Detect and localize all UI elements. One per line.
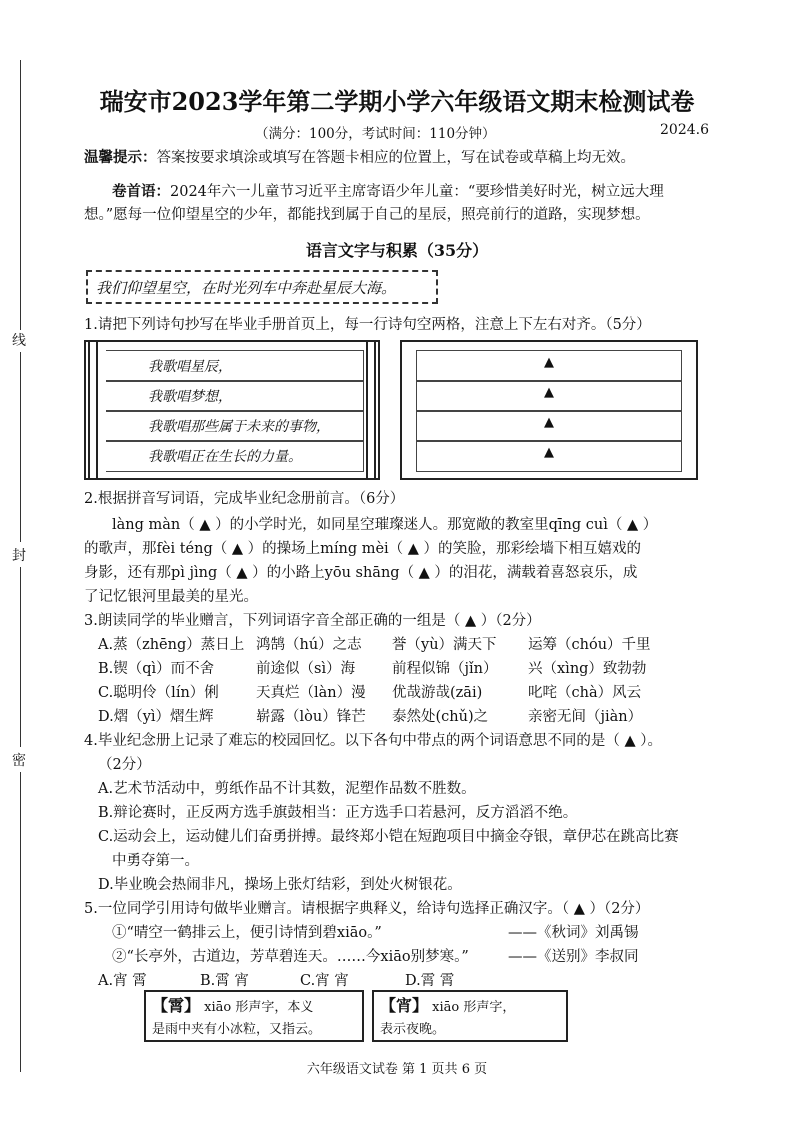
poem-line: 我歌唱正在生长的力量。: [106, 440, 364, 472]
tips-label: 温馨提示：: [84, 149, 157, 166]
q5-option-b: B.霄 宵: [200, 973, 249, 989]
exam-date: 2024.6: [660, 122, 709, 138]
margin-char-feng: 封: [12, 548, 26, 564]
q3-option-b: B.锲（qì）而不舍: [98, 661, 215, 677]
q5-text: 5.一位同学引用诗句做毕业赠言。请根据字典释义，给诗句选择正确汉字。（ ▲ ）（2分）: [84, 901, 650, 917]
q4-option-c: C.运动会上，运动健儿们奋勇拼搏。最终郑小铠在短跑项目中摘金夺银，章伊芯在跳高比赛: [98, 829, 679, 845]
poem-line: 我歌唱梦想，: [106, 380, 364, 412]
binding-line: [20, 567, 21, 747]
tips-text: 答案按要求填涂或填写在答题卡相应的位置上，写在试卷或草稿上均无效。: [156, 150, 635, 166]
q5-poem-1: ①“晴空一鹤排云上，便引诗情到碧xiāo。”: [112, 925, 382, 941]
triangle-icon: ▲: [544, 385, 554, 400]
binding-line: [20, 60, 21, 330]
binding-line: [20, 772, 21, 1072]
triangle-icon: ▲: [544, 355, 554, 370]
answer-line[interactable]: [416, 380, 682, 412]
banner-box: [86, 270, 438, 304]
preface-line2: 想。”愿每一位仰望星空的少年，都能找到属于自己的星辰，照亮前行的道路，实现梦想。: [84, 207, 650, 223]
answer-line[interactable]: [416, 410, 682, 442]
preface-line1: 卷首语：2024年六一儿童节习近平主席寄语少年儿童：“要珍惜美好时光，树立远大理: [112, 183, 664, 200]
q4-option-c-cont: 中勇夺第一。: [112, 853, 199, 869]
binding-line: [20, 352, 21, 542]
poem-line: 我歌唱那些属于未来的事物，: [106, 410, 364, 442]
poem-line: 我歌唱星辰，: [106, 350, 364, 382]
q5-poem-1-source: ——《秋词》刘禹锡: [508, 925, 639, 941]
q3-option-a: A.蒸（zhēng）蒸日上: [98, 637, 245, 653]
answer-line[interactable]: [416, 350, 682, 382]
dict-def-xiao-night: 【宵】 xiāo 形声字， 表示夜晚。: [372, 990, 568, 1042]
poem-panel: [84, 340, 380, 480]
tips: [84, 146, 635, 170]
q4-option-d: D.毕业晚会热闹非凡，操场上张灯结彩，到处火树银花。: [98, 877, 462, 893]
q2-line: 身影，还有那pì jìng（ ▲ ）的小路上yōu shāng（ ▲ ）的泪花，满载着喜怒哀乐，成: [84, 565, 638, 581]
score-info: （满分：100分，考试时间：110分钟）: [255, 126, 496, 142]
q2-line: làng màn（ ▲ ）的小学时光，如同星空璀璨迷人。那宽敞的教室里qīng cuì（ ▲ ）: [112, 517, 658, 533]
q2-line: 了记忆银河里最美的星光。: [84, 589, 258, 605]
q4-option-b: B.辩论赛时，正反两方选手旗鼓相当：正方选手口若悬河，反方滔滔不绝。: [98, 805, 578, 821]
q2-line: 的歌声，那fèi téng（ ▲ ）的操场上míng mèi（ ▲ ）的笑脸，那彩绘墙下相互嬉戏的: [84, 541, 642, 557]
q4-score: （2分）: [98, 757, 151, 773]
margin-char-mi: 密: [12, 753, 26, 769]
triangle-icon: ▲: [544, 415, 554, 430]
q2-text: 2.根据拼音写词语，完成毕业纪念册前言。（6分）: [84, 491, 405, 507]
answer-panel: [400, 340, 698, 480]
preface-label: 卷首语：: [112, 183, 170, 200]
q3-option-c: C.聪明伶（lín）俐: [98, 685, 219, 701]
q1-text: 1.请把下列诗句抄写在毕业手册首页上，每一行诗句空两格，注意上下左右对齐。（5分）: [84, 317, 651, 333]
q5-option-d: D.霄 霄: [405, 973, 455, 989]
triangle-icon: ▲: [544, 445, 554, 460]
q3-option-d: D.熠（yì）熠生辉: [98, 709, 214, 725]
answer-line[interactable]: [416, 440, 682, 472]
exam-title: 瑞安市2023学年第二学期小学六年级语文期末检测试卷: [99, 87, 695, 116]
q5-option-a: A.宵 霄: [98, 973, 147, 989]
q3-text: 3.朗读同学的毕业赠言，下列词语字音全部正确的一组是（ ▲ ）（2分）: [84, 613, 541, 629]
section-title: 语言文字与积累（35分）: [305, 241, 489, 260]
banner-text: 我们仰望星空，在时光列车中奔赴星辰大海。: [96, 279, 397, 297]
q4-text: 4.毕业纪念册上记录了难忘的校园回忆。以下各句中带点的两个词语意思不同的是（ ▲ ）。: [84, 733, 662, 749]
page-footer: 六年级语文试卷 第 1 页共 6 页: [306, 1062, 488, 1077]
dict-def-xiao-cloud: 【霄】 xiāo 形声字，本义 是雨中夹有小冰粒，又指云。: [144, 990, 364, 1042]
q5-poem-2-source: ——《送别》李叔同: [508, 949, 639, 965]
margin-char-xian: 线: [12, 333, 26, 349]
q5-poem-2: ②“长亭外，古道边，芳草碧连天。……今xiāo别梦寒。”: [112, 949, 469, 965]
q5-option-c: C.宵 宵: [300, 973, 349, 989]
q4-option-a: A.艺术节活动中，剪纸作品不计其数，泥塑作品数不胜数。: [98, 781, 476, 797]
